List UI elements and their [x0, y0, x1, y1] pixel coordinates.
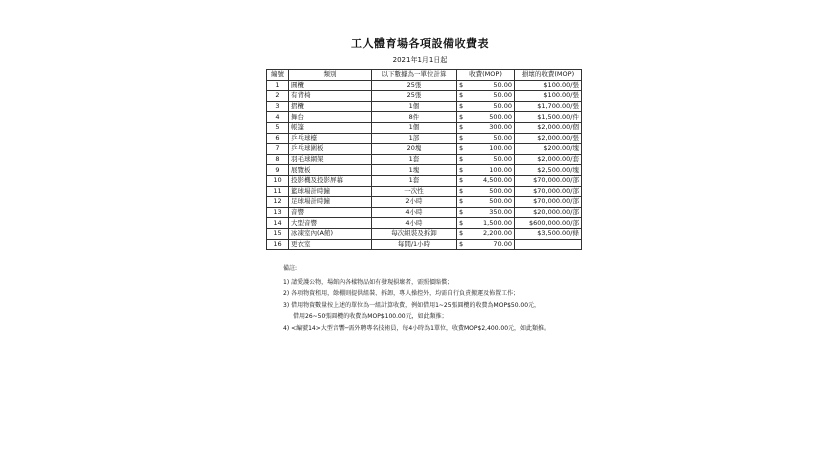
- item-number: 13: [267, 207, 289, 218]
- item-number: 14: [267, 218, 289, 229]
- table-row: [267, 133, 582, 144]
- table-body: [267, 80, 582, 250]
- item-unit: 一次性: [372, 186, 457, 197]
- item-unit: 1個: [372, 101, 457, 112]
- item-number: 10: [267, 175, 289, 186]
- item-fee: [457, 112, 515, 123]
- item-fee: [457, 122, 515, 133]
- fee-amount: 2,200.00: [483, 229, 512, 238]
- item-fee: [457, 186, 515, 197]
- fee-amount: 350.00: [489, 208, 512, 217]
- table-row: [267, 80, 582, 91]
- item-number: 5: [267, 122, 289, 133]
- item-category: 大型音響: [289, 218, 372, 229]
- item-fee: [457, 101, 515, 112]
- item-category: 舞台: [289, 112, 372, 123]
- note-item: [283, 323, 583, 335]
- item-number: 12: [267, 197, 289, 208]
- currency-symbol: $: [459, 144, 464, 153]
- item-fee: [457, 239, 515, 250]
- item-number: 7: [267, 144, 289, 155]
- damage-charge: $100.00/張: [515, 80, 582, 91]
- note-item: [283, 288, 583, 300]
- item-category: 摺欖: [289, 101, 372, 112]
- item-number: 6: [267, 133, 289, 144]
- item-unit: 8件: [372, 112, 457, 123]
- damage-charge: $100.00/張: [515, 91, 582, 102]
- currency-symbol: $: [459, 133, 464, 142]
- item-number: 1: [267, 80, 289, 91]
- table-row: [267, 112, 582, 123]
- fee-amount: 100.00: [489, 144, 512, 153]
- item-unit: 1套: [372, 154, 457, 165]
- table-row: [267, 207, 582, 218]
- table-row: [267, 144, 582, 155]
- item-unit: 每間/1小時: [372, 239, 457, 250]
- note-item: [283, 300, 583, 323]
- fee-amount: 50.00: [493, 102, 512, 111]
- effective-date: 2021年1月1日起: [392, 56, 448, 64]
- table-row: [267, 186, 582, 197]
- item-unit: 1塊: [372, 165, 457, 176]
- notes-list: [283, 277, 583, 335]
- column-header: 編號: [267, 70, 289, 81]
- table-row: [267, 218, 582, 229]
- item-fee: [457, 154, 515, 165]
- damage-charge: $3,500.00/條: [515, 228, 582, 239]
- note-line: 4) <編號14>大型音響─需外聘專名技術員，每4小時為1單位，收費MOP$2,400.00元，如此類推。: [283, 324, 551, 332]
- item-unit: 1個: [372, 122, 457, 133]
- item-number: 15: [267, 228, 289, 239]
- currency-symbol: $: [459, 102, 464, 111]
- table-row: [267, 154, 582, 165]
- fee-amount: 70.00: [493, 239, 512, 248]
- item-fee: [457, 228, 515, 239]
- fee-amount: 50.00: [493, 91, 512, 100]
- column-header: 收費(MOP): [457, 70, 515, 81]
- item-category: 音響: [289, 207, 372, 218]
- fee-amount: 300.00: [489, 123, 512, 132]
- item-category: 乒乓球檯: [289, 133, 372, 144]
- currency-symbol: $: [459, 123, 464, 132]
- fee-amount: 4,500.00: [483, 176, 512, 185]
- item-fee: [457, 91, 515, 102]
- currency-symbol: $: [459, 165, 464, 174]
- item-unit: 1套: [372, 175, 457, 186]
- currency-symbol: $: [459, 176, 464, 185]
- currency-symbol: $: [459, 91, 464, 100]
- table-header-row: [267, 70, 582, 81]
- table-row: [267, 101, 582, 112]
- fee-amount: 50.00: [493, 80, 512, 89]
- fee-amount: 50.00: [493, 155, 512, 164]
- item-number: 11: [267, 186, 289, 197]
- item-category: 有背椅: [289, 91, 372, 102]
- currency-symbol: $: [459, 229, 464, 238]
- currency-symbol: $: [459, 112, 464, 121]
- item-category: 乒乓球圍板: [289, 144, 372, 155]
- note-item: [283, 277, 583, 289]
- damage-charge: $200.00/塊: [515, 144, 582, 155]
- item-category: 冰凍室內(A館): [289, 228, 372, 239]
- damage-charge: $1,700.00/張: [515, 101, 582, 112]
- note-line: 3) 借用物資數量按上述的單位為一組計算收費，例如借用1~25張圓欖的收費為MOP$50.00元，: [283, 301, 541, 309]
- item-fee: [457, 133, 515, 144]
- currency-symbol: $: [459, 208, 464, 217]
- item-category: 羽毛球網架: [289, 154, 372, 165]
- table-row: [267, 228, 582, 239]
- damage-charge: $2,000.00/個: [515, 122, 582, 133]
- item-fee: [457, 218, 515, 229]
- table-row: [267, 239, 582, 250]
- item-fee: [457, 165, 515, 176]
- item-fee: [457, 207, 515, 218]
- damage-charge: $2,500.00/塊: [515, 165, 582, 176]
- column-header: 以下數據為一單位計算: [372, 70, 457, 81]
- item-fee: [457, 144, 515, 155]
- currency-symbol: $: [459, 186, 464, 195]
- item-unit: 4小時: [372, 207, 457, 218]
- item-unit: 2小時: [372, 197, 457, 208]
- column-header: 類別: [289, 70, 372, 81]
- item-number: 4: [267, 112, 289, 123]
- table-row: [267, 175, 582, 186]
- notes-heading: 備註:: [283, 265, 298, 272]
- table-row: [267, 91, 582, 102]
- item-number: 3: [267, 101, 289, 112]
- fee-amount: 500.00: [489, 112, 512, 121]
- damage-charge: $70,000.00/部: [515, 186, 582, 197]
- document-title: 工人體育場各項設備收費表: [351, 37, 489, 50]
- damage-charge: $70,000.00/部: [515, 175, 582, 186]
- item-number: 9: [267, 165, 289, 176]
- fee-amount: 100.00: [489, 165, 512, 174]
- fee-amount: 500.00: [489, 186, 512, 195]
- item-number: 16: [267, 239, 289, 250]
- item-unit: 4小時: [372, 218, 457, 229]
- item-unit: 25張: [372, 80, 457, 91]
- note-line: 1) 請愛護公物，場館內各樣物品如有發現損壞者，需照價賠償；: [283, 278, 454, 286]
- currency-symbol: $: [459, 80, 464, 89]
- damage-charge: $600,000.00/部: [515, 218, 582, 229]
- item-category: 投影機及投影屏幕: [289, 175, 372, 186]
- fee-amount: 50.00: [493, 133, 512, 142]
- damage-charge: $2,000.00/張: [515, 133, 582, 144]
- damage-charge: $70,000.00/部: [515, 197, 582, 208]
- item-unit: 每次組裝及拆卸: [372, 228, 457, 239]
- currency-symbol: $: [459, 239, 464, 248]
- item-fee: [457, 80, 515, 91]
- item-category: 圓欖: [289, 80, 372, 91]
- item-category: 更衣室: [289, 239, 372, 250]
- currency-symbol: $: [459, 197, 464, 206]
- item-unit: 25張: [372, 91, 457, 102]
- table-row: [267, 122, 582, 133]
- table-row: [267, 165, 582, 176]
- fee-table: [266, 69, 582, 250]
- item-fee: [457, 197, 515, 208]
- fee-amount: 500.00: [489, 197, 512, 206]
- item-category: 展覽板: [289, 165, 372, 176]
- item-category: 足球場計時鐘: [289, 197, 372, 208]
- column-header: 損壞的收費(MOP): [515, 70, 582, 81]
- table-row: [267, 197, 582, 208]
- item-fee: [457, 175, 515, 186]
- currency-symbol: $: [459, 218, 464, 227]
- item-unit: 20塊: [372, 144, 457, 155]
- damage-charge: $1,500.00/件: [515, 112, 582, 123]
- damage-charge: $2,000.00/套: [515, 154, 582, 165]
- damage-charge: $20,000.00/部: [515, 207, 582, 218]
- notes-section: [283, 263, 583, 334]
- damage-charge: [515, 239, 582, 250]
- note-line: 2) 各項物資租用，餘棚則提供組裝、拆卸，專人操控外，均需自行負責搬運及佈置工作；: [283, 290, 520, 297]
- fee-amount: 1,500.00: [483, 218, 512, 227]
- item-category: 籃球場計時鐘: [289, 186, 372, 197]
- currency-symbol: $: [459, 155, 464, 164]
- item-number: 8: [267, 154, 289, 165]
- note-line: 借用26~50張圓欖的收費為MOP$100.00元，如此類推；: [293, 313, 448, 320]
- item-category: 帳篷: [289, 122, 372, 133]
- item-number: 2: [267, 91, 289, 102]
- item-unit: 1部: [372, 133, 457, 144]
